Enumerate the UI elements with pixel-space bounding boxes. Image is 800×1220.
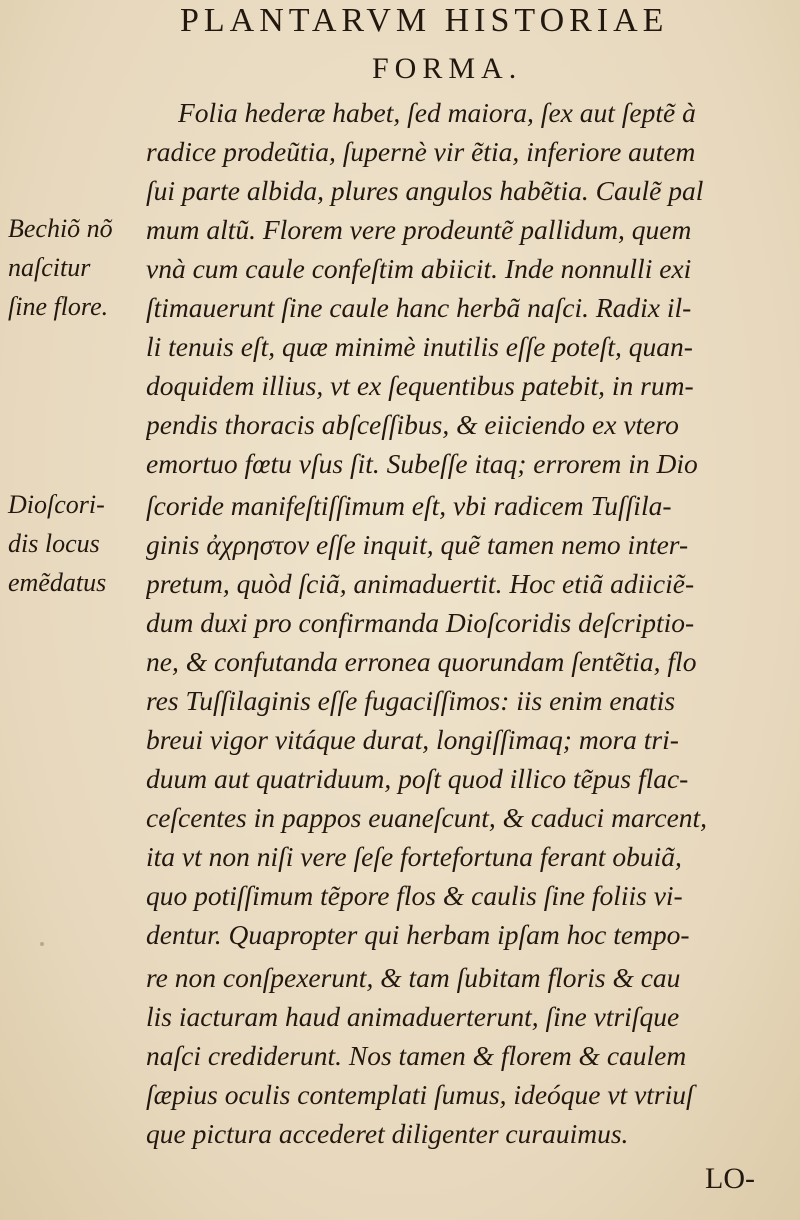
text-line: pendis thoracis abſceſſibus, & eiiciendo ex vtero xyxy=(146,409,679,440)
text-line: radice prodeũtia, ſupernè vir ẽtia, inferiore autem xyxy=(146,136,696,167)
text-line: Folia hederæ habet, ſed maiora, ſex aut ſeptẽ à xyxy=(178,97,696,128)
text-line: ne, & confutanda erronea quorundam ſentẽtia, flo xyxy=(146,646,697,677)
margin-note: ſine flore. xyxy=(8,292,109,321)
text-line: mum altũ. Florem vere prodeuntẽ pallidum, quem xyxy=(146,214,692,245)
text-line: vnà cum caule confeſtim abiicit. Inde nonnulli exi xyxy=(146,253,692,284)
catchword: LO- xyxy=(705,1162,755,1195)
text-line: breui vigor vitáque durat, longiſſimaq; mora tri- xyxy=(146,724,679,755)
text-line: ginis ἀχρηστον eſſe inquit, quẽ tamen nemo inter- xyxy=(146,529,689,560)
text-line: quo potiſſimum tẽpore flos & caulis ſine foliis vi- xyxy=(146,880,683,911)
text-line: emortuo fœtu vſus ſit. Subeſſe itaq; errorem in Dio xyxy=(146,448,698,479)
margin-note: naſcitur xyxy=(8,253,91,282)
text-line: ceſcentes in pappos euaneſcunt, & caduci marcent, xyxy=(146,802,708,833)
text-line: li tenuis eſt, quæ minimè inutilis eſſe poteſt, quan- xyxy=(146,331,693,362)
text-line: lis iacturam haud animaduerterunt, ſine vtriſque xyxy=(146,1001,680,1032)
section-title: FORMA. xyxy=(372,52,523,85)
text-line: que pictura accederet diligenter curauimus. xyxy=(146,1118,629,1149)
paper-blemish xyxy=(40,942,44,946)
text-line: ſtimauerunt ſine caule hanc herbã naſci. Radix il- xyxy=(146,292,692,323)
text-line: dum duxi pro confirmanda Dioſcoridis deſcriptio- xyxy=(146,607,695,638)
text-line: ita vt non niſi vere ſeſe fortefortuna ferant obuiã, xyxy=(146,841,682,872)
margin-note: dis locus xyxy=(8,529,100,558)
text-line: pretum, quòd ſciã, animaduertit. Hoc etiã adiiciẽ- xyxy=(146,568,695,599)
running-title: PLANTARVM HISTORIAE xyxy=(180,2,669,39)
margin-note: Dioſcori- xyxy=(8,490,105,519)
text-line: doquidem illius, vt ex ſequentibus patebit, in rum- xyxy=(146,370,694,401)
margin-note: Bechiõ nõ xyxy=(8,214,113,243)
text-line: dentur. Quapropter qui herbam ipſam hoc tempo- xyxy=(146,919,690,950)
text-line: ſcoride manifeſtiſſimum eſt, vbi radicem Tuſſila- xyxy=(146,490,672,521)
text-line: ſæpius oculis contemplati ſumus, ideóque vt vtriuſ xyxy=(146,1079,694,1110)
text-line: re non conſpexerunt, & tam ſubitam floris & cau xyxy=(146,962,681,993)
margin-note: emẽdatus xyxy=(8,568,107,597)
text-line: ſui parte albida, plures angulos habẽtia. Caulẽ pal xyxy=(146,175,704,206)
text-line: duum aut quatriduum, poſt quod illico tẽpus flac- xyxy=(146,763,689,794)
text-line: naſci crediderunt. Nos tamen & florem & caulem xyxy=(146,1040,687,1071)
text-line: res Tuſſilaginis eſſe fugaciſſimos: iis enim enatis xyxy=(146,685,676,716)
